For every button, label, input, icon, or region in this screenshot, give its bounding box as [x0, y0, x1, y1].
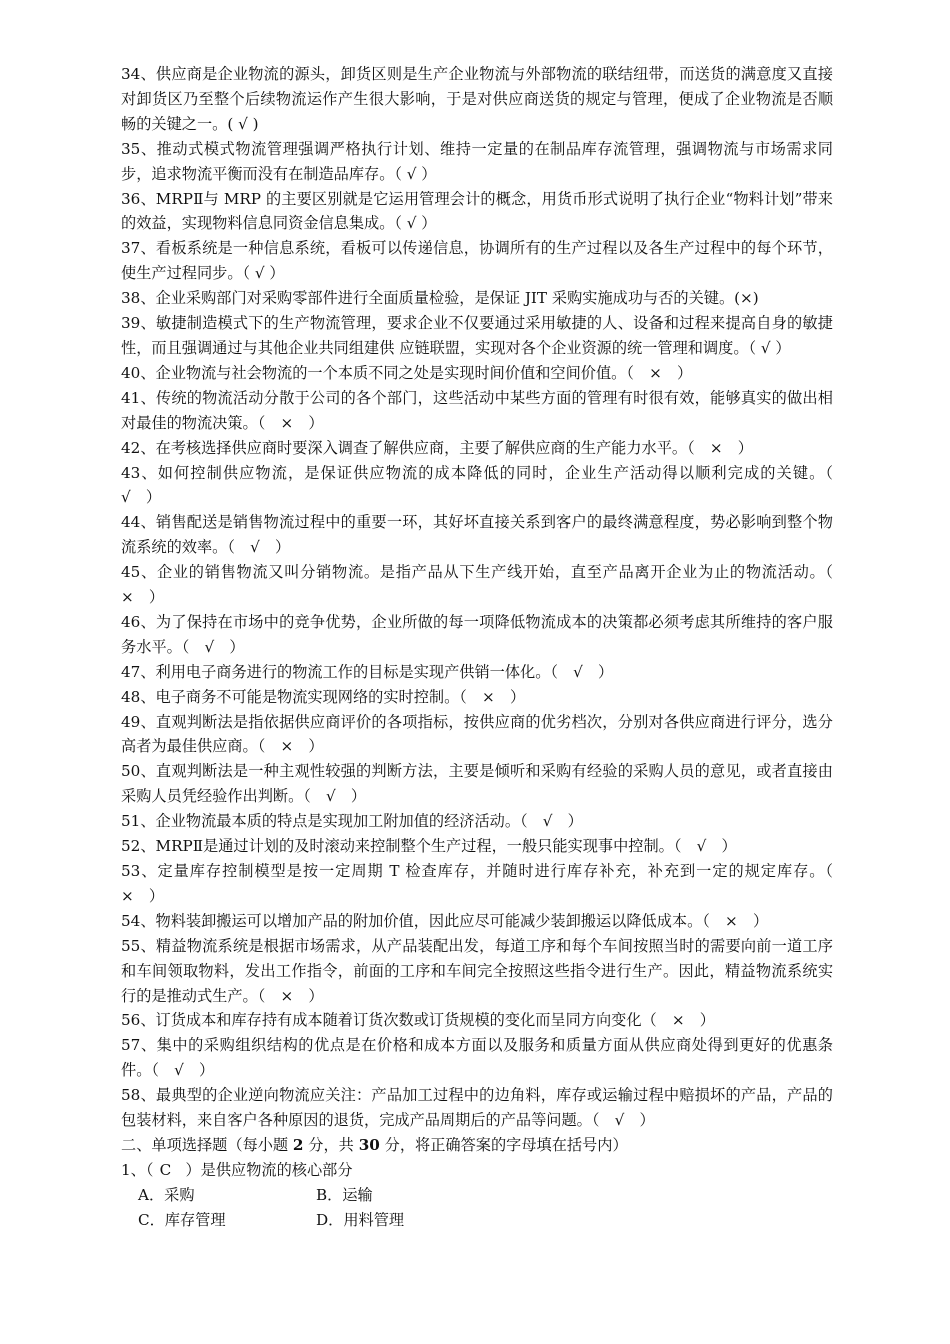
statement-item: 50、直观判断法是一种主观性较强的判断方法，主要是倾听和采购有经验的采购人员的意见，或者直接由采购人员凭经验作出判断。（ √ ）	[121, 762, 833, 806]
statement-item: 41、传统的物流活动分散于公司的各个部门，这些活动中某些方面的管理有时很有效，能够真实的做出相对最佳的物流决策。（ × ）	[121, 388, 833, 432]
statement-item: 49、直观判断法是指依据供应商评价的各项指标，按供应商的优劣档次，分别对各供应商进行评分，选分高者为最佳供应商。（ × ）	[121, 712, 833, 756]
question-number: 1、（	[121, 1160, 154, 1179]
statement-item: 54、物料装卸搬运可以增加产品的附加价值，因此应尽可能减少装卸搬运以降低成本。（ × ）	[121, 911, 769, 930]
statement-item: 55、精益物流系统是根据市场需求，从产品装配出发，每道工序和每个车间按照当时的需要向前一道工序和车间领取物料，发出工作指令，前面的工序和车间完全按照这些指令进行生产。因此，精益物流系统实行的是推动式生产。（ × ）	[121, 936, 833, 1005]
statement-item: 38、企业采购部门对采购零部件进行全面质量检验，是保证 JIT 采购实施成功与否的关键。(×)	[121, 289, 759, 308]
option-c: C．库存管理	[138, 1210, 226, 1229]
statement-item: 47、利用电子商务进行的物流工作的目标是实现产供销一体化。（ √ ）	[121, 662, 614, 681]
option-a: A．采购	[138, 1185, 195, 1204]
question-stem: ）是供应物流的核心部分	[185, 1160, 353, 1179]
statement-item: 37、看板系统是一种信息系统，看板可以传递信息，协调所有的生产过程以及各生产过程中的每个环节，使生产过程同步。（ √ ）	[121, 239, 833, 283]
statement-item: 56、订货成本和库存持有成本随着订货次数或订货规模的变化而呈同方向变化（ × ）	[121, 1011, 715, 1030]
statement-item: 40、企业物流与社会物流的一个本质不同之处是实现时间价值和空间价值。（ × ）	[121, 363, 693, 382]
statement-item: 51、企业物流最本质的特点是实现加工附加值的经济活动。（ √ ）	[121, 812, 583, 831]
statement-item: 34、供应商是企业物流的源头，卸货区则是生产企业物流与外部物流的联结纽带，而送货的满意度又直接对卸货区乃至整个后续物流运作产生很大影响，于是对供应商送货的规定与管理，便成了企业物流是否顺畅的关键之一。( √ )	[121, 65, 833, 133]
statement-item: 44、销售配送是销售物流过程中的重要一环，其好坏直接关系到客户的最终满意程度，势必影响到整个物流系统的效率。（ √ ）	[121, 513, 833, 557]
statement-item: 46、为了保持在市场中的竞争优势，企业所做的每一项降低物流成本的决策都必须考虑其所维持的客户服务水平。（ √ ）	[121, 612, 833, 656]
section-heading	[121, 1133, 833, 1158]
section-total: 30	[358, 1135, 380, 1154]
question-1	[121, 1158, 833, 1183]
statement-item: 36、MRPⅡ与 MRP 的主要区别就是它运用管理会计的概念，用货币形式说明了执行企业“物料计划”带来的效益，实现物料信息同资金信息集成。（ √ ）	[121, 189, 833, 233]
document-page	[121, 62, 849, 1233]
statement-item: 58、最典型的企业逆向物流应关注：产品加工过程中的边角料，库存或运输过程中赔损坏的产品，产品的包装材料，来自客户各种原因的退货，完成产品周期后的产品等问题。（ √ ）	[121, 1086, 833, 1130]
statement-item: 53、定量库存控制模型是按一定周期 T 检查库存，并随时进行库存补充，补充到一定的规定库存。（ × ）	[121, 862, 849, 905]
statement-item: 42、在考核选择供应商时要深入调查了解供应商，主要了解供应商的生产能力水平。（ × ）	[121, 438, 753, 457]
statement-item: 35、推动式模式物流管理强调严格执行计划、维持一定量的在制品库存流管理，强调物流与市场需求同步，追求物流平衡而没有在制造品库存。（ √ ）	[121, 139, 833, 183]
section-suffix: 分，将正确答案的字母填在括号内）	[379, 1135, 628, 1154]
section-points: 2	[292, 1135, 304, 1154]
true-false-list	[121, 62, 849, 1133]
option-b: B．运输	[316, 1185, 373, 1204]
statement-item: 57、集中的采购组织结构的优点是在价格和成本方面以及服务和质量方面从供应商处得到更好的优惠条件。（ √ ）	[121, 1036, 833, 1080]
section-prefix: 二、单项选择题（每小题	[121, 1135, 293, 1154]
statement-item: 48、电子商务不可能是物流实现网络的实时控制。（ × ）	[121, 687, 526, 706]
statement-item: 45、企业的销售物流又叫分销物流。是指产品从下生产线开始，直至产品离开企业为止的物流活动。（ × ）	[121, 563, 849, 607]
question-1-options	[121, 1183, 833, 1233]
option-d: D．用料管理	[316, 1210, 405, 1229]
section-middle: 分，共	[303, 1135, 359, 1154]
question-answer: C	[159, 1160, 172, 1179]
statement-item: 52、MRPⅡ是通过计划的及时滚动来控制整个生产过程，一般只能实现事中控制。（ √ ）	[121, 837, 737, 856]
statement-item: 39、敏捷制造模式下的生产物流管理，要求企业不仅要通过采用敏捷的人、设备和过程来提高自身的敏捷性，而且强调通过与其他企业共同组建供 应链联盟，实现对各个企业资源的统一管理和调度。（ √ ）	[121, 314, 833, 357]
statement-item: 43、如何控制供应物流，是保证供应物流的成本降低的同时，企业生产活动得以顺利完成的关键。（ √ ）	[121, 463, 849, 507]
